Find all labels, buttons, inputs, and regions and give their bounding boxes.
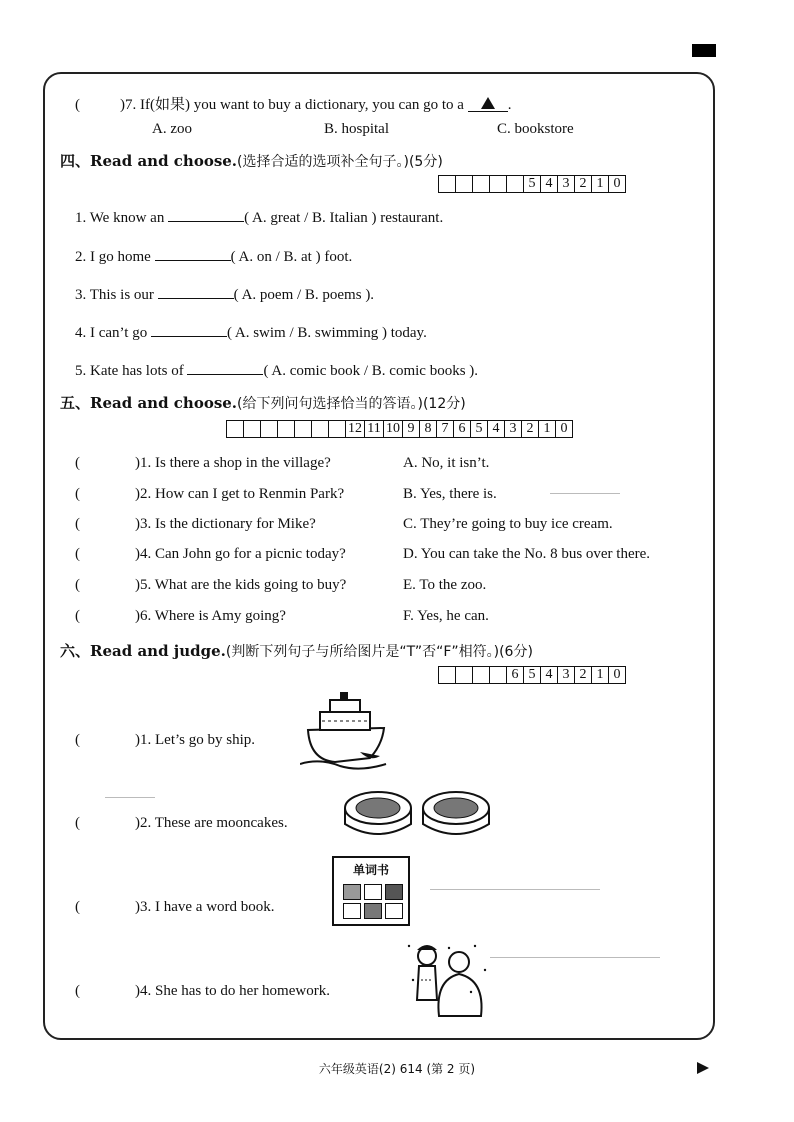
answer-blank[interactable] xyxy=(155,246,231,261)
paren-open: ( xyxy=(75,899,80,915)
score-cell[interactable]: 4 xyxy=(488,420,505,438)
item-options: ( A. comic book / B. comic books ). xyxy=(263,363,479,379)
question-text: )2. How can I get to Renmin Park? xyxy=(135,486,345,502)
score-cell[interactable]: 11 xyxy=(365,420,384,438)
paren-open: ( xyxy=(75,815,80,831)
triangle-icon xyxy=(481,97,495,109)
answer-blank[interactable] xyxy=(158,284,234,299)
book-cover-pictures xyxy=(343,884,408,919)
question-text: )5. What are the kids going to buy? xyxy=(135,577,347,593)
item-text: )2. These are mooncakes. xyxy=(135,815,288,831)
score-cell[interactable]: 1 xyxy=(592,175,609,193)
score-cell-empty[interactable] xyxy=(329,420,346,438)
page-footer: 六年级英语(2) 614 (第 2 页) xyxy=(318,1062,476,1076)
section-6-instruction: (判断下列句子与所给图片是“T”否“F”相符。)(6分) xyxy=(225,644,533,660)
q7-option-b: B. hospital xyxy=(324,121,390,137)
score-cell-empty[interactable] xyxy=(456,175,473,193)
score-cell-empty[interactable] xyxy=(244,420,261,438)
section-5-answer: E. To the zoo. xyxy=(403,577,487,593)
score-cell[interactable]: 7 xyxy=(437,420,454,438)
section-5-answer: A. No, it isn’t. xyxy=(403,455,490,471)
section-6-item xyxy=(75,815,288,832)
section-5-instruction: (给下列问句选择恰当的答语。)(12分) xyxy=(237,396,466,412)
section-5-title: 五、Read and choose. xyxy=(60,394,238,412)
question-text: )6. Where is Amy going? xyxy=(135,608,286,624)
section-5-question xyxy=(75,516,316,533)
section-4-instruction: (选择合适的选项补全句子。)(5分) xyxy=(237,154,443,170)
section-4-score-box xyxy=(438,175,626,193)
section-5-question xyxy=(75,608,286,625)
section-6-heading xyxy=(60,640,533,661)
score-cell-empty[interactable] xyxy=(507,175,524,193)
girl-snowman-image xyxy=(405,940,490,1018)
scan-mark xyxy=(490,957,660,958)
paren-open: ( xyxy=(75,516,80,532)
score-cell[interactable]: 1 xyxy=(539,420,556,438)
score-cell[interactable]: 3 xyxy=(558,175,575,193)
paren-open: ( xyxy=(75,577,80,593)
item-options: ( A. poem / B. poems ). xyxy=(233,287,375,303)
item-text: 4. I can’t go xyxy=(75,325,148,341)
score-cell-empty[interactable] xyxy=(312,420,329,438)
score-cell-empty[interactable] xyxy=(456,666,473,684)
item-text: )3. I have a word book. xyxy=(135,899,275,915)
section-4-heading xyxy=(60,150,443,171)
section-5-answer: C. They’re going to buy ice cream. xyxy=(403,516,613,532)
section-5-score-box xyxy=(226,420,573,438)
section-4-item xyxy=(75,322,427,342)
score-cell[interactable]: 8 xyxy=(420,420,437,438)
q7-end: . xyxy=(507,97,512,113)
section-6-item xyxy=(75,899,275,916)
score-cell-empty[interactable] xyxy=(490,666,507,684)
score-cell[interactable]: 1 xyxy=(592,666,609,684)
section-6-item xyxy=(75,732,255,749)
score-cell-empty[interactable] xyxy=(473,666,490,684)
paren-open: ( xyxy=(75,546,80,562)
item-options: ( A. swim / B. swimming ) today. xyxy=(226,325,427,341)
score-cell-empty[interactable] xyxy=(439,175,456,193)
section-4-item xyxy=(75,207,443,227)
score-cell[interactable]: 4 xyxy=(541,175,558,193)
q7-option-a: A. zoo xyxy=(152,121,192,137)
book-cover-title: 单词书 xyxy=(352,863,389,877)
section-5-question xyxy=(75,577,346,594)
score-cell-empty[interactable] xyxy=(439,666,456,684)
score-cell-empty[interactable] xyxy=(261,420,278,438)
score-cell[interactable]: 2 xyxy=(575,666,592,684)
score-cell[interactable]: 9 xyxy=(403,420,420,438)
section-6-score-box xyxy=(438,666,626,684)
section-4-title: 四、Read and choose. xyxy=(60,152,238,170)
q7-stem: )7. If(如果) you want to buy a dictionary, you can go to a xyxy=(120,97,464,113)
score-cell[interactable]: 0 xyxy=(609,666,626,684)
item-options: ( A. on / B. at ) foot. xyxy=(230,249,353,265)
score-cell[interactable]: 4 xyxy=(541,666,558,684)
score-cell[interactable]: 6 xyxy=(507,666,524,684)
answer-blank[interactable] xyxy=(168,207,244,222)
score-cell[interactable]: 0 xyxy=(556,420,573,438)
item-text: 1. We know an xyxy=(75,210,165,226)
score-cell-empty[interactable] xyxy=(295,420,312,438)
section-5-question xyxy=(75,486,344,503)
score-cell[interactable]: 3 xyxy=(558,666,575,684)
paren-open: ( xyxy=(75,97,80,113)
item-text: 3. This is our xyxy=(75,287,154,303)
score-cell[interactable]: 5 xyxy=(471,420,488,438)
mooncakes-image xyxy=(342,788,497,844)
score-cell[interactable]: 0 xyxy=(609,175,626,193)
answer-blank[interactable] xyxy=(187,360,263,375)
score-cell[interactable]: 2 xyxy=(522,420,539,438)
scan-mark xyxy=(550,493,620,494)
item-options: ( A. great / B. Italian ) restaurant. xyxy=(244,210,444,226)
q7-blank[interactable] xyxy=(468,97,508,112)
section-4-item xyxy=(75,360,478,380)
question-text: )4. Can John go for a picnic today? xyxy=(135,546,346,562)
score-cell[interactable]: 6 xyxy=(454,420,471,438)
paren-open: ( xyxy=(75,732,80,748)
item-text: 5. Kate has lots of xyxy=(75,363,184,379)
word-book-image xyxy=(332,856,410,926)
score-cell-empty[interactable] xyxy=(473,175,490,193)
scan-mark xyxy=(105,797,155,798)
section-4-item xyxy=(75,284,374,304)
score-cell[interactable]: 2 xyxy=(575,175,592,193)
q7-option-c: C. bookstore xyxy=(497,121,574,137)
answer-blank[interactable] xyxy=(151,322,227,337)
question-text: )3. Is the dictionary for Mike? xyxy=(135,516,316,532)
item-text: )1. Let’s go by ship. xyxy=(135,732,255,748)
paren-open: ( xyxy=(75,455,80,471)
section-4-item xyxy=(75,246,352,266)
corner-mark xyxy=(692,44,716,57)
section-5-question xyxy=(75,455,331,472)
score-cell[interactable]: 5 xyxy=(524,666,541,684)
section-5-answer: D. You can take the No. 8 bus over there. xyxy=(403,546,651,562)
paren-open: ( xyxy=(75,486,80,502)
paren-open: ( xyxy=(75,983,80,999)
score-cell-empty[interactable] xyxy=(278,420,295,438)
item-text: )4. She has to do her homework. xyxy=(135,983,330,999)
arrow-right-icon xyxy=(697,1062,709,1074)
section-5-question xyxy=(75,546,346,563)
question-text: )1. Is there a shop in the village? xyxy=(135,455,331,471)
ship-image xyxy=(300,690,390,772)
score-cell[interactable]: 10 xyxy=(384,420,403,438)
section-6-title: 六、Read and judge. xyxy=(60,642,226,660)
paren-open: ( xyxy=(75,608,80,624)
section-5-heading xyxy=(60,392,466,413)
item-text: 2. I go home xyxy=(75,249,151,265)
scan-mark xyxy=(430,889,600,890)
score-cell[interactable]: 3 xyxy=(505,420,522,438)
score-cell-empty[interactable] xyxy=(227,420,244,438)
score-cell[interactable]: 5 xyxy=(524,175,541,193)
score-cell-empty[interactable] xyxy=(490,175,507,193)
q7-line xyxy=(75,93,511,114)
section-5-answer: F. Yes, he can. xyxy=(403,608,489,624)
score-cell[interactable]: 12 xyxy=(346,420,365,438)
section-5-answer: B. Yes, there is. xyxy=(403,486,497,502)
section-6-item xyxy=(75,983,330,1000)
